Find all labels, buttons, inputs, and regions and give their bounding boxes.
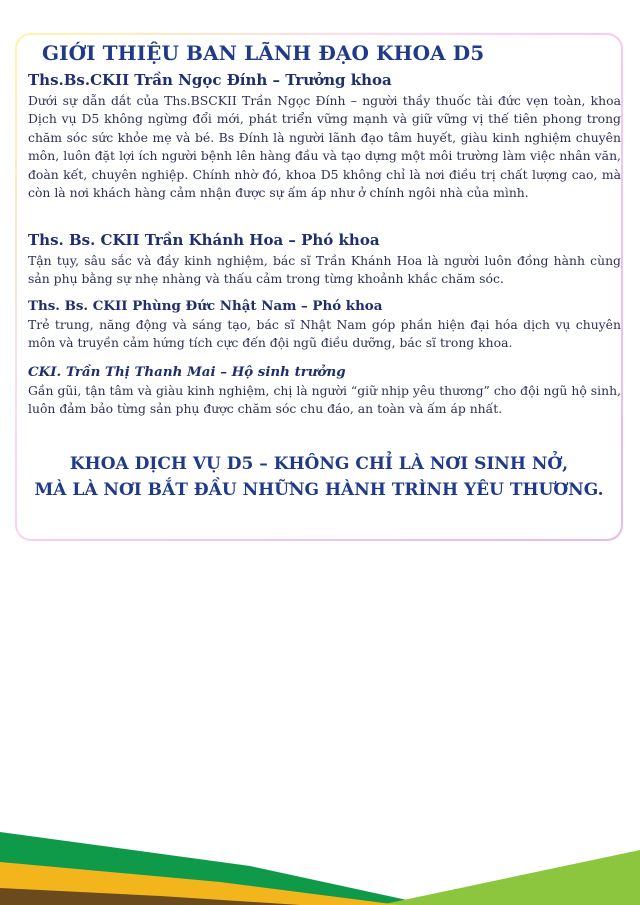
leader-section-head-midwife	[28, 364, 621, 419]
leader-section-head	[28, 70, 621, 202]
leader-description: Gần gũi, tận tâm và giàu kinh nghiệm, chị là người “giữ nhịp yêu thương” cho đội ngũ hộ sinh, luôn đảm bảo từng sản phụ được chăm sóc chu đáo, an toàn và ấm áp nhất.	[28, 383, 621, 417]
leader-description: Tận tụy, sâu sắc và đầy kinh nghiệm, bác sĩ Trần Khánh Hoa là người luôn đồng hành cùng sản phụ bằng sự nhẹ nhàng và thấu cảm trong từng khoảnh khắc chăm sóc.	[28, 253, 621, 287]
leader-description: Dưới sự dẫn dắt của Ths.BSCKII Trần Ngọc Đính – người thầy thuốc tài đức vẹn toàn, khoa Dịch vụ D5 không ngừng đổi mới, phát triển vững mạnh và giữ vững vị thế tiên phong trong chăm sóc sức khỏe mẹ và bé. Bs Đính là người lãnh đạo tâm huyết, giàu kinh nghiệm chuyên môn, luôn đặt lợi ích người bệnh lên hàng đầu và tạo dựng một môi trường làm việc nhân văn, đoàn kết, chuyên nghiệp. Chính nhờ đó, khoa D5 không chỉ là nơi điều trị chất lượng cao, mà còn là nơi khách hàng cảm nhận được sự ấm áp như ở chính ngôi nhà của mình.	[28, 93, 621, 201]
leader-section-deputy-2	[28, 298, 621, 353]
slogan	[15, 451, 623, 503]
leader-heading: CKI. Trần Thị Thanh Mai – Hộ sinh trưởng	[28, 364, 346, 380]
footer-green-light-band	[380, 850, 640, 905]
leader-heading: Ths. Bs. CKII Trần Khánh Hoa – Phó khoa	[28, 231, 380, 249]
leader-section-deputy-1	[28, 230, 621, 289]
leader-description: Trẻ trung, năng động và sáng tạo, bác sĩ Nhật Nam góp phần hiện đại hóa dịch vụ chuyên môn và truyền cảm hứng tích cực đến đội ngũ điều dưỡng, bác sĩ trong khoa.	[28, 317, 621, 351]
page-title: GIỚI THIỆU BAN LÃNH ĐẠO KHOA D5	[42, 41, 485, 65]
leader-heading: Ths.Bs.CKII Trần Ngọc Đính – Trưởng khoa	[28, 71, 392, 89]
slogan-line-1: KHOA DỊCH VỤ D5 – KHÔNG CHỈ LÀ NƠI SINH NỞ,	[69, 454, 569, 474]
footer-decoration	[0, 820, 640, 905]
slogan-line-2: MÀ LÀ NƠI BẮT ĐẦU NHỮNG HÀNH TRÌNH YÊU THƯƠNG.	[34, 480, 604, 500]
leader-heading: Ths. Bs. CKII Phùng Đức Nhật Nam – Phó khoa	[28, 298, 383, 314]
